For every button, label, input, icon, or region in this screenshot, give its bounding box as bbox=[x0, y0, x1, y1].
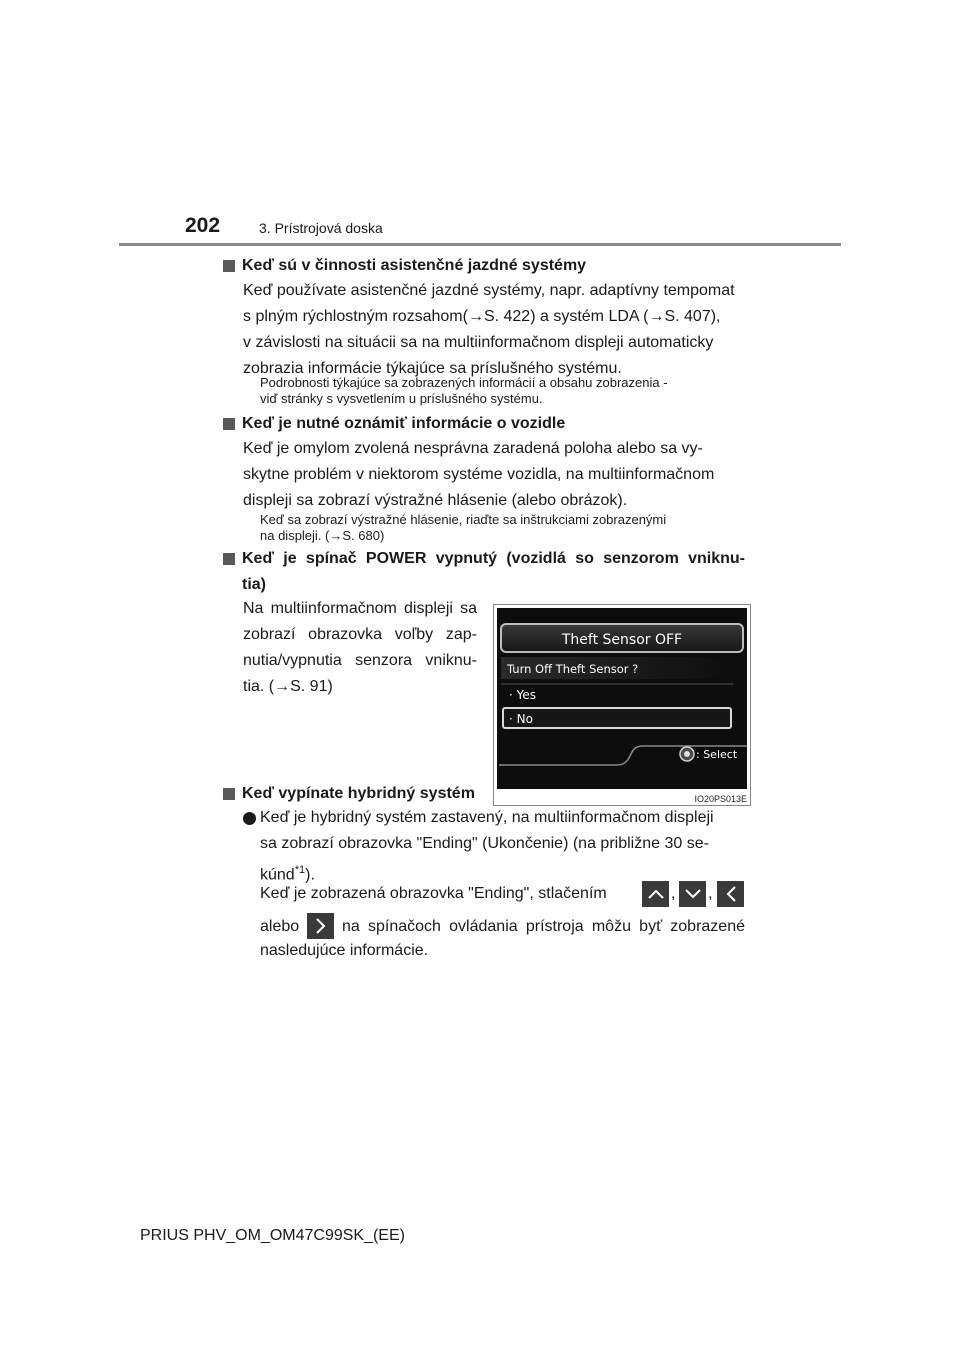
image-code: IO20PS013E bbox=[694, 794, 747, 804]
select-dial-center-icon bbox=[684, 751, 690, 757]
comma: , bbox=[708, 885, 713, 902]
section-1-paragraph bbox=[243, 278, 745, 382]
heading-line: tia) bbox=[242, 576, 266, 593]
note-line: Podrobnosti týkajúce sa zobrazených informácií a obsahu zobrazenia - bbox=[260, 375, 668, 390]
text-fragment: ). bbox=[305, 866, 315, 884]
section-2-note bbox=[260, 512, 745, 544]
section-heading-2: Keď je nutné oznámiť informácie o vozidle bbox=[242, 415, 566, 432]
section-square-icon bbox=[223, 418, 235, 430]
ending-line-c: nasledujúce informácie. bbox=[260, 942, 429, 959]
text-line: tia. (→S. 91) bbox=[243, 678, 333, 695]
display-graphic bbox=[497, 608, 747, 789]
select-label: : Select bbox=[696, 748, 738, 761]
chapter-title: 3. Prístrojová doska bbox=[259, 220, 383, 236]
section-square-icon bbox=[223, 788, 235, 800]
text-line: Keď je hybridný systém zastavený, na multiinformačnom displeji bbox=[260, 809, 714, 826]
section-square-icon bbox=[223, 260, 235, 272]
note-line: na displeji. (→S. 680) bbox=[260, 528, 385, 543]
text-line: s plným rýchlostným rozsahom(→S. 422) a systém LDA (→S. 407), bbox=[243, 308, 721, 325]
ending-line-a: Keď je zobrazená obrazovka "Ending", stlačením bbox=[260, 885, 607, 902]
footnote-marker: *1 bbox=[294, 864, 306, 876]
page-number: 202 bbox=[185, 214, 221, 237]
text-line: skytne problém v niektorom systéme vozidla, na multiinformačnom bbox=[243, 466, 715, 483]
text-line: Na multiinformačnom displeji sa bbox=[243, 600, 477, 617]
text-line: Keď používate asistenčné jazdné systémy, napr. adaptívny tempomat bbox=[243, 282, 735, 299]
text-line: v závislosti na situácii sa na multiinformačnom displeji automaticky bbox=[243, 334, 714, 351]
option-no-highlight bbox=[503, 708, 731, 728]
document-id: PRIUS PHV_OM_OM47C99SK_(EE) bbox=[140, 1227, 405, 1244]
section-heading-4: Keď vypínate hybridný systém bbox=[242, 785, 475, 802]
comma: , bbox=[671, 885, 676, 902]
text-line: nutia/vypnutia senzora vniknu- bbox=[243, 652, 477, 669]
ending-line-b: na spínačoch ovládania prístroja môžu byť zobrazené bbox=[342, 918, 745, 935]
section-1-note bbox=[260, 375, 745, 407]
chevron-left-icon bbox=[717, 881, 744, 907]
option-no: · No bbox=[509, 712, 533, 726]
section-4-bullet bbox=[260, 805, 745, 888]
ending-line-b-prefix: alebo bbox=[260, 918, 300, 935]
text-fragment: kúnd bbox=[260, 866, 295, 884]
chevron-up-icon bbox=[642, 881, 669, 907]
multi-info-display-figure bbox=[493, 604, 751, 806]
text-line: zobrazia informácie týkajúce sa príslušného systému. bbox=[243, 360, 622, 377]
heading-line: Keď je spínač POWER vypnutý (vozidlá so senzorom vniknu- bbox=[242, 550, 745, 567]
chevron-right-icon bbox=[307, 913, 334, 939]
bullet-dot-icon bbox=[243, 812, 256, 825]
text-line: zobrazí obrazovka voľby zap- bbox=[243, 626, 477, 643]
section-3-paragraph bbox=[243, 596, 477, 700]
option-yes: · Yes bbox=[509, 688, 536, 702]
section-heading-3 bbox=[242, 546, 745, 598]
header-divider bbox=[119, 243, 841, 246]
note-line: Keď sa zobrazí výstražné hlásenie, riaďte sa inštrukciami zobrazenými bbox=[260, 512, 667, 527]
section-2-paragraph bbox=[243, 436, 745, 514]
text-line: displeji sa zobrazí výstražné hlásenie (alebo obrázok). bbox=[243, 492, 628, 509]
screen-question: Turn Off Theft Sensor ? bbox=[507, 662, 639, 676]
section-square-icon bbox=[223, 553, 235, 565]
chevron-down-icon bbox=[679, 881, 706, 907]
section-heading-1: Keď sú v činnosti asistenčné jazdné systémy bbox=[242, 257, 587, 274]
text-line: Keď je omylom zvolená nesprávna zaradená poloha alebo sa vy- bbox=[243, 440, 703, 457]
screen-title: Theft Sensor OFF bbox=[561, 632, 683, 648]
display-screen bbox=[497, 608, 747, 789]
note-line: viď stránky s vysvetlením u príslušného systému. bbox=[260, 391, 543, 406]
text-line: sa zobrazí obrazovka "Ending" (Ukončenie) (na približne 30 se- bbox=[260, 835, 709, 852]
